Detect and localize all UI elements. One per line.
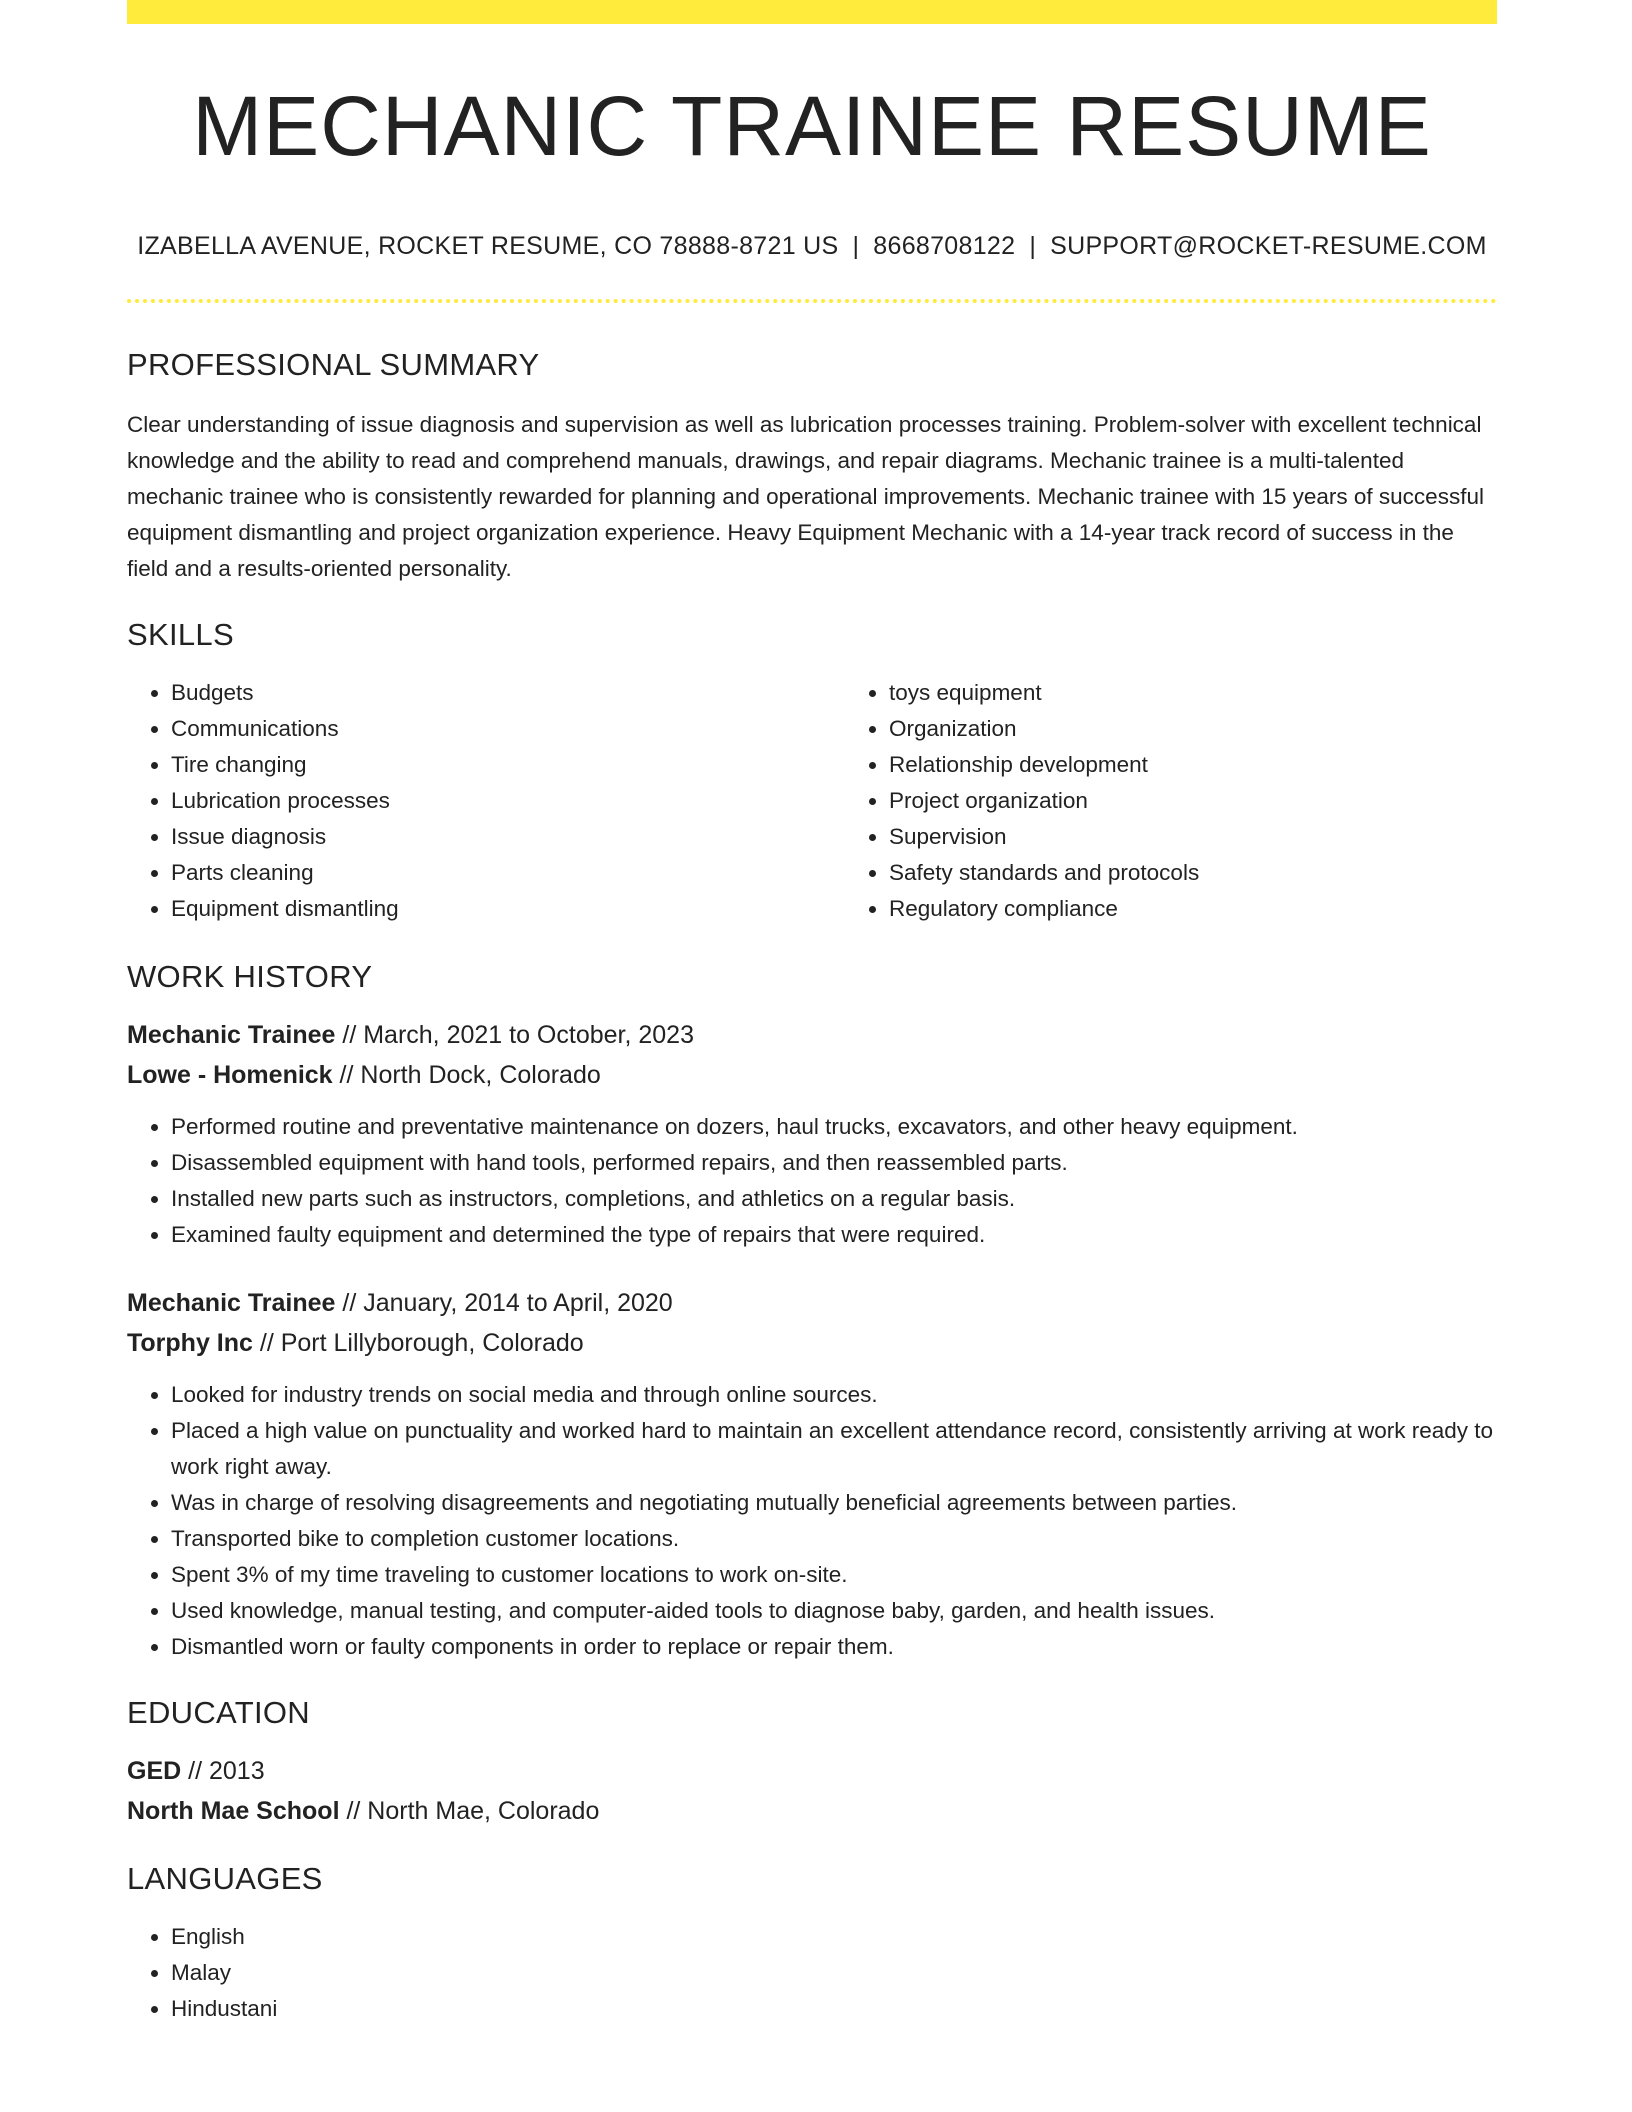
skill-item: • Issue diagnosis xyxy=(171,819,845,855)
contact-separator: | xyxy=(1029,232,1037,260)
job-bullet: • Placed a high value on punctuality and worked hard to maintain an excellent attendance record, consistently arriving at work ready to work right away. xyxy=(171,1413,1497,1485)
languages-heading: LANGUAGES xyxy=(127,1861,323,1896)
work-history-heading: WORK HISTORY xyxy=(127,959,373,994)
education-degree: GED xyxy=(127,1757,182,1785)
job-bullet: • Looked for industry trends on social media and through online sources. xyxy=(171,1377,1497,1413)
education-location: // North Mae, Colorado xyxy=(346,1797,600,1825)
skills-right-list xyxy=(845,675,1563,927)
education-entry xyxy=(127,1751,1497,1831)
job-bullet: • Used knowledge, manual testing, and computer-aided tools to diagnose baby, garden, and health issues. xyxy=(171,1593,1497,1629)
job-bullet: • Disassembled equipment with hand tools, performed repairs, and then reassembled parts. xyxy=(171,1145,1497,1181)
contact-email: SUPPORT@ROCKET-RESUME.COM xyxy=(1050,232,1487,260)
job-entry xyxy=(127,1015,1497,1253)
job-dates: // January, 2014 to April, 2020 xyxy=(342,1289,673,1317)
resume-title: MECHANIC TRAINEE RESUME xyxy=(192,79,1432,173)
job-title-line xyxy=(127,1283,1497,1323)
skill-item: • Project organization xyxy=(889,783,1563,819)
contact-separator: | xyxy=(852,232,860,260)
skill-item: • Supervision xyxy=(889,819,1563,855)
job-bullets xyxy=(127,1109,1497,1253)
job-bullet: • Spent 3% of my time traveling to customer locations to work on-site. xyxy=(171,1557,1497,1593)
education-degree-line xyxy=(127,1751,1497,1791)
contact-phone: 8668708122 xyxy=(873,232,1016,260)
job-bullet: • Was in charge of resolving disagreements and negotiating mutually beneficial agreements between parties. xyxy=(171,1485,1497,1521)
job-company-line xyxy=(127,1055,1497,1095)
job-bullet: • Transported bike to completion customer locations. xyxy=(171,1521,1497,1557)
dotted-divider xyxy=(127,299,1497,303)
job-company-line xyxy=(127,1323,1497,1363)
job-bullet: • Examined faulty equipment and determined the type of repairs that were required. xyxy=(171,1217,1497,1253)
summary-heading: PROFESSIONAL SUMMARY xyxy=(127,347,540,382)
job-bullet: • Performed routine and preventative maintenance on dozers, haul trucks, excavators, and other heavy equipment. xyxy=(171,1109,1497,1145)
education-heading: EDUCATION xyxy=(127,1695,310,1730)
education-school-line xyxy=(127,1791,1497,1831)
skill-item: • Equipment dismantling xyxy=(171,891,845,927)
language-item: • English xyxy=(171,1919,1497,1955)
skill-item: • Regulatory compliance xyxy=(889,891,1563,927)
job-location: // Port Lillyborough, Colorado xyxy=(259,1329,584,1357)
job-company: Torphy Inc xyxy=(127,1329,253,1357)
contact-address: IZABELLA AVENUE, ROCKET RESUME, CO 78888-8721 US xyxy=(137,232,839,260)
job-dates: // March, 2021 to October, 2023 xyxy=(342,1021,694,1049)
contact-line xyxy=(127,232,1497,261)
education-year: // 2013 xyxy=(188,1757,265,1785)
skills-left-list xyxy=(127,675,845,927)
skill-item: • Relationship development xyxy=(889,747,1563,783)
skill-item: • Organization xyxy=(889,711,1563,747)
job-location: // North Dock, Colorado xyxy=(339,1061,601,1089)
language-item: • Malay xyxy=(171,1955,1497,1991)
resume-page xyxy=(127,0,1497,2027)
skills-heading: SKILLS xyxy=(127,617,234,652)
skill-item: • Parts cleaning xyxy=(171,855,845,891)
job-title: Mechanic Trainee xyxy=(127,1021,336,1049)
job-company: Lowe - Homenick xyxy=(127,1061,333,1089)
job-title-line xyxy=(127,1015,1497,1055)
job-bullets xyxy=(127,1377,1497,1665)
job-bullet: • Installed new parts such as instructors, completions, and athletics on a regular basis. xyxy=(171,1181,1497,1217)
job-title: Mechanic Trainee xyxy=(127,1289,336,1317)
skill-item: • Communications xyxy=(171,711,845,747)
skill-item: • Budgets xyxy=(171,675,845,711)
skills-columns xyxy=(127,675,1497,927)
languages-list xyxy=(127,1919,1497,2027)
job-bullet: • Dismantled worn or faulty components in order to replace or repair them. xyxy=(171,1629,1497,1665)
skill-item: • toys equipment xyxy=(889,675,1563,711)
job-entry xyxy=(127,1283,1497,1665)
skill-item: • Tire changing xyxy=(171,747,845,783)
skill-item: • Lubrication processes xyxy=(171,783,845,819)
summary-text: Clear understanding of issue diagnosis and supervision as well as lubrication processes training. Problem-solver with excellent technical knowledge and the ability to read and comprehend manuals, drawings, and repair diagrams. Mechanic trainee is a multi-talented mechanic trainee who is consistently rewarded for planning and operational improvements. Mechanic trainee with 15 years of successful equipment dismantling and project organization experience. Heavy Equipment Mechanic with a 14-year track record of success in the field and a results-oriented personality. xyxy=(127,412,1484,581)
skill-item: • Safety standards and protocols xyxy=(889,855,1563,891)
education-school: North Mae School xyxy=(127,1797,340,1825)
language-item: • Hindustani xyxy=(171,1991,1497,2027)
accent-top-bar xyxy=(127,0,1497,24)
